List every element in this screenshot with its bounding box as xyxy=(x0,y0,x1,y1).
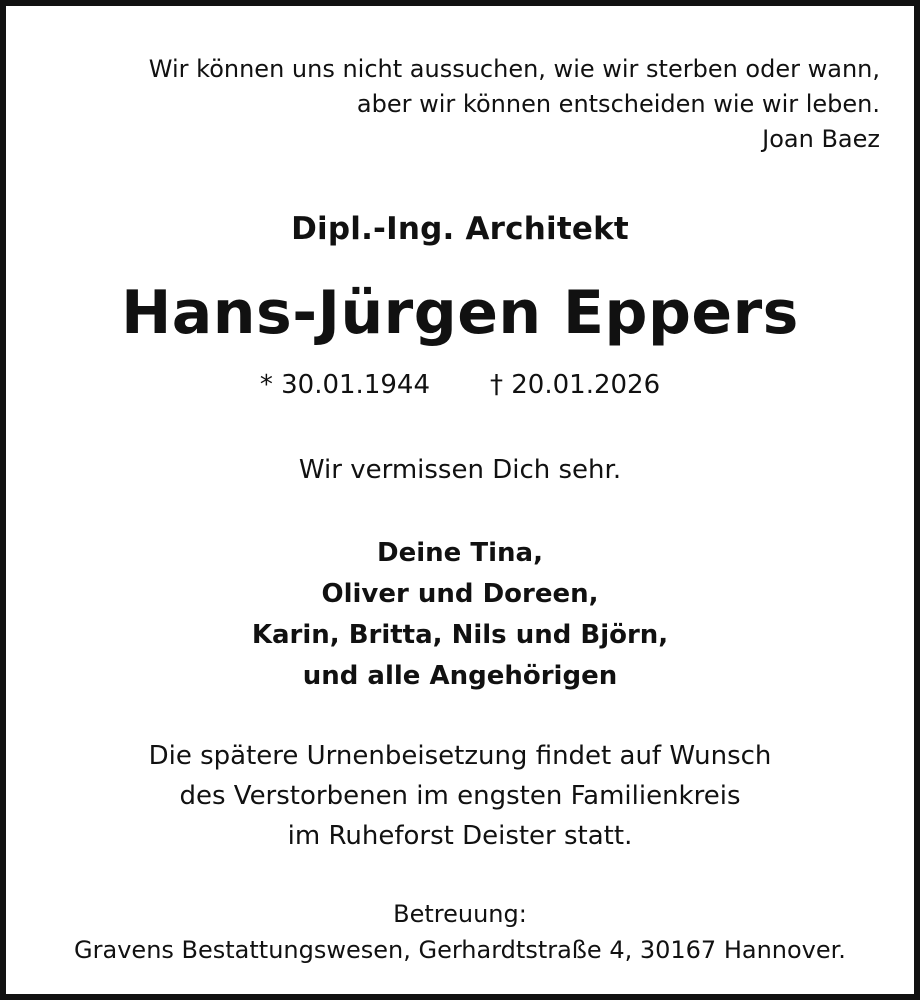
quote-line-2: aber wir können entscheiden wie wir leben. xyxy=(356,90,880,118)
burial-notice xyxy=(6,736,914,856)
life-dates xyxy=(6,370,914,400)
family-line: Deine Tina, xyxy=(377,538,543,568)
funeral-service-info xyxy=(6,896,914,968)
quote-author: Joan Baez xyxy=(762,125,880,153)
notice-line: des Verstorbenen im engsten Familienkreis xyxy=(179,781,741,811)
family-line: und alle Angehörigen xyxy=(302,661,618,691)
deceased-name: Hans-Jürgen Eppers xyxy=(121,278,799,348)
notice-line: im Ruheforst Deister statt. xyxy=(287,821,633,851)
notice-line: Die spätere Urnenbeisetzung findet auf Wunsch xyxy=(148,741,772,771)
family-line: Karin, Britta, Nils und Björn, xyxy=(251,620,669,650)
quote-line-1: Wir können uns nicht aussuchen, wie wir sterben oder wann, xyxy=(148,55,880,83)
memorial-message: Wir vermissen Dich sehr. xyxy=(298,455,622,485)
family-signatures xyxy=(6,533,914,697)
service-label: Betreuung: xyxy=(393,900,527,928)
professional-title: Dipl.-Ing. Architekt xyxy=(291,211,629,247)
quote xyxy=(40,52,880,157)
birth-date: * 30.01.1944 xyxy=(259,370,430,400)
death-date: † 20.01.2026 xyxy=(490,370,661,400)
service-address: Gravens Bestattungswesen, Gerhardtstraße 4, 30167 Hannover. xyxy=(74,936,846,964)
family-line: Oliver und Doreen, xyxy=(321,579,599,609)
